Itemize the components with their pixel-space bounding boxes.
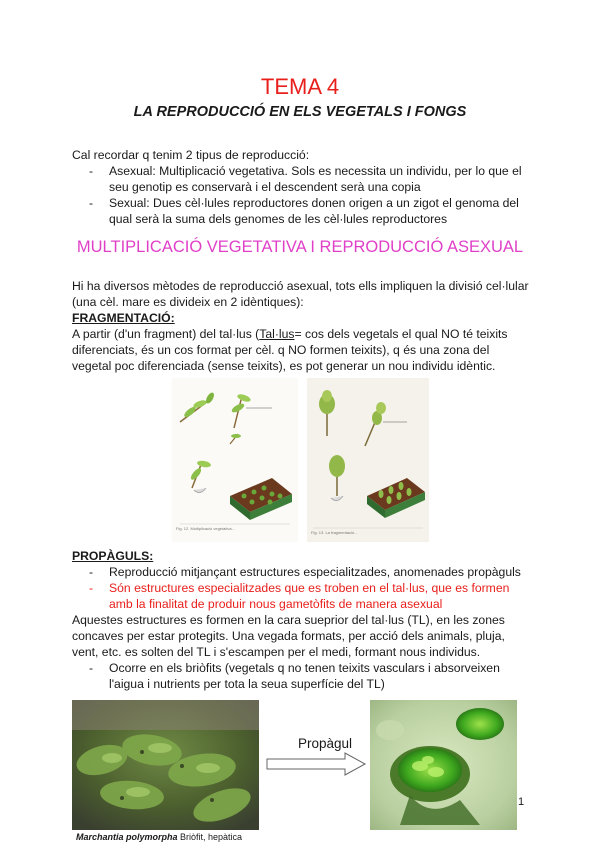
- page-number: 1: [518, 796, 525, 808]
- list-item-line: qual serà la suma dels genomes de les cèl·lules reproductores: [109, 212, 448, 226]
- figure-caption-right: Fig. 13. La fragmentació...: [311, 530, 358, 535]
- figure-caption-left: Fig. 12. Multiplicació vegetativa...: [176, 526, 235, 531]
- paragraph-line: concaves per estar protegits. Una vegada formats, per acció dels animals, pluja,: [72, 629, 505, 643]
- paragraph-line: Aquestes estructures es formen en la cara sueprior del tal·lus (TL), en les zones: [72, 613, 505, 627]
- figure-fragmentation-right: [307, 378, 429, 542]
- paragraph-line: (una cèl. mare es divideix en 2 idèntiques):: [72, 295, 304, 309]
- list-item-sexual: [89, 195, 549, 227]
- bullet-dash: -: [89, 164, 94, 178]
- paragraph-asexual-methods: [72, 278, 542, 310]
- text-span: = cos dels vegetals el qual NO té teixits: [294, 327, 508, 341]
- bullet-dash: -: [89, 196, 94, 210]
- fragmentacio-heading: FRAGMENTACIÓ:: [72, 311, 175, 325]
- marchantia-image: [72, 700, 259, 830]
- paragraph-line: vent, etc. es solten del TL i s'escampen per el medi, formant nous individus.: [72, 645, 481, 659]
- bullet-dash: -: [89, 565, 94, 579]
- propagul-image: [370, 700, 517, 830]
- paragraph-line: vegetal poc diferenciada (sense teixits), es pot generar un nou individu idèntic.: [72, 359, 496, 373]
- text-span: A partir (d'un fragment) del tal·lus (: [72, 327, 260, 341]
- photo-caption: [76, 832, 242, 842]
- paragraph-propaguls: [72, 612, 547, 660]
- figure-fragmentation-left: [172, 378, 298, 542]
- paragraph-line: diferenciats, és un cos format per cèl. q NO formen teixits), q és una zona del: [72, 343, 490, 357]
- species-name: Marchantia polymorpha: [76, 832, 178, 842]
- page-title: TEMA 4: [260, 74, 340, 99]
- plant-diagram-illustration: [172, 378, 298, 542]
- list-item-line: Ocorre en els briòfits (vegetals q no tenen teixits vasculars i absorveixen: [109, 661, 500, 675]
- list-item-asexual: [89, 163, 549, 195]
- list-item-line: Asexual: Multiplicació vegetativa. Sols es necessita un individu, per lo que el: [109, 164, 522, 178]
- marchantia-photo: [72, 700, 259, 830]
- list-item-line: Són estructures especialitzades que es troben en el tal·lus, que es formen: [109, 581, 510, 595]
- list-item-line: Sexual: Dues cèl·lules reproductores donen origen a un zigot el genoma del: [109, 196, 519, 210]
- list-item-line: seu genotip es conservarà i el descendent serà una copia: [109, 180, 421, 194]
- propaguls-heading: PROPÀGULS:: [72, 549, 154, 563]
- paragraph-line: Hi ha diversos mètodes de reproducció asexual, tots ells impliquen la divisió cel·lular: [72, 279, 529, 293]
- fragmentacio-text: [72, 326, 547, 374]
- tallus-term: Tal·lus: [259, 327, 295, 341]
- page-subtitle: LA REPRODUCCIÓ EN ELS VEGETALS I FONGS: [133, 104, 467, 120]
- section-title: MULTIPLICACIÓ VEGETATIVA I REPRODUCCIÓ ASEXUAL: [76, 238, 524, 256]
- list-item-line: l'aigua i nutrients per tota la seua superfície del TL): [109, 677, 385, 691]
- bullet-dash: -: [89, 661, 94, 675]
- paragraph-line: [72, 326, 547, 342]
- list-item-propaguls-2: [89, 580, 549, 612]
- list-item-briofits: [89, 660, 549, 692]
- arrow-label: Propàgul: [297, 736, 353, 751]
- propagul-photo: [370, 700, 517, 830]
- list-item-line: amb la finalitat de produir nous gametòfits de manera asexual: [109, 597, 443, 611]
- list-item-propaguls-1: [89, 564, 549, 580]
- bullet-dash: -: [89, 581, 94, 595]
- moss-diagram-illustration: [307, 378, 429, 542]
- intro-text: Cal recordar q tenim 2 tipus de reproducció:: [72, 148, 310, 162]
- species-description: Briòfit, hepàtica: [177, 832, 243, 842]
- arrow-icon: [265, 752, 367, 776]
- list-item-line: Reproducció mitjançant estructures especialitzades, anomenades propàguls: [109, 565, 521, 579]
